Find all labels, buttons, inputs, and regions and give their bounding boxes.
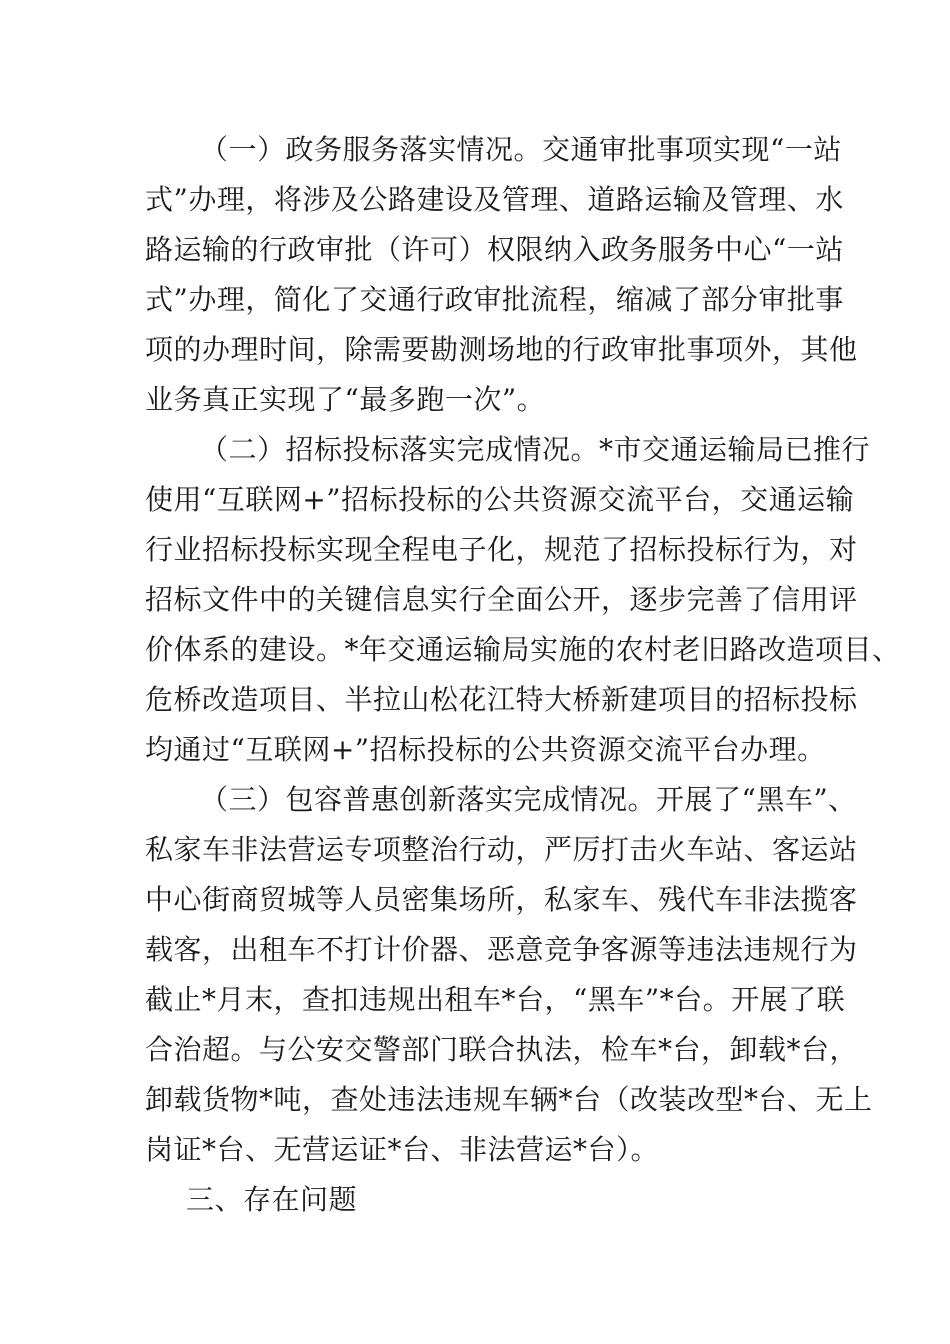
paragraph-3-line-8: 岗证*台、无营运证*台、非法营运*台）。	[145, 1133, 660, 1166]
paragraph-3-line-1: （三）包容普惠创新落实完成情况。开展了“黑车”、	[200, 783, 857, 816]
paragraph-3-line-2: 私家车非法营运专项整治行动，严厉打击火车站、客运站	[145, 833, 858, 866]
paragraph-1-line-2: 式”办理，将涉及公路建设及管理、道路运输及管理、水	[145, 183, 844, 216]
paragraph-1-line-4: 式”办理，简化了交通行政审批流程，缩减了部分审批事	[145, 283, 844, 316]
paragraph-3-line-3: 中心街商贸城等人员密集场所，私家车、残代车非法揽客	[145, 883, 858, 916]
paragraph-2-line-3: 行业招标投标实现全程电子化，规范了招标投标行为，对	[145, 533, 858, 566]
paragraph-1-line-1: （一）政务服务落实情况。交通审批事项实现“一站	[200, 133, 842, 166]
paragraph-3-line-4: 载客，出租车不打计价器、恶意竞争客源等违法违规行为	[145, 933, 858, 966]
paragraph-2-line-2: 使用“互联网+”招标投标的公共资源交流平台，交通运输	[145, 483, 855, 516]
paragraph-1-line-6: 业务真正实现了“最多跑一次”。	[145, 383, 546, 416]
paragraph-1-line-3: 路运输的行政审批（许可）权限纳入政务服务中心“一站	[145, 233, 844, 266]
paragraph-2-line-1: （二）招标投标落实完成情况。*市交通运输局已推行	[200, 433, 871, 466]
paragraph-1-line-5: 项的办理时间，除需要勘测场地的行政审批事项外，其他	[145, 333, 858, 366]
paragraph-3-line-6: 合治超。与公安交警部门联合执法，检车*台，卸载*台，	[145, 1033, 859, 1066]
paragraph-2-line-6: 危桥改造项目、半拉山松花江特大桥新建项目的招标投标	[145, 683, 858, 716]
paragraph-3-line-5: 截止*月末，查扣违规出租车*台，“黑车”*台。开展了联	[145, 983, 846, 1016]
section-heading: 三、存在问题	[186, 1183, 358, 1216]
paragraph-3-line-7: 卸载货物*吨，查处违法违规车辆*台（改装改型*台、无上	[145, 1083, 873, 1116]
paragraph-2-line-5: 价体系的建设。*年交通运输局实施的农村老旧路改造项目、	[145, 633, 901, 666]
paragraph-2-line-4: 招标文件中的关键信息实行全面公开，逐步完善了信用评	[145, 583, 858, 616]
paragraph-2-line-7: 均通过“互联网+”招标投标的公共资源交流平台办理。	[145, 733, 826, 766]
